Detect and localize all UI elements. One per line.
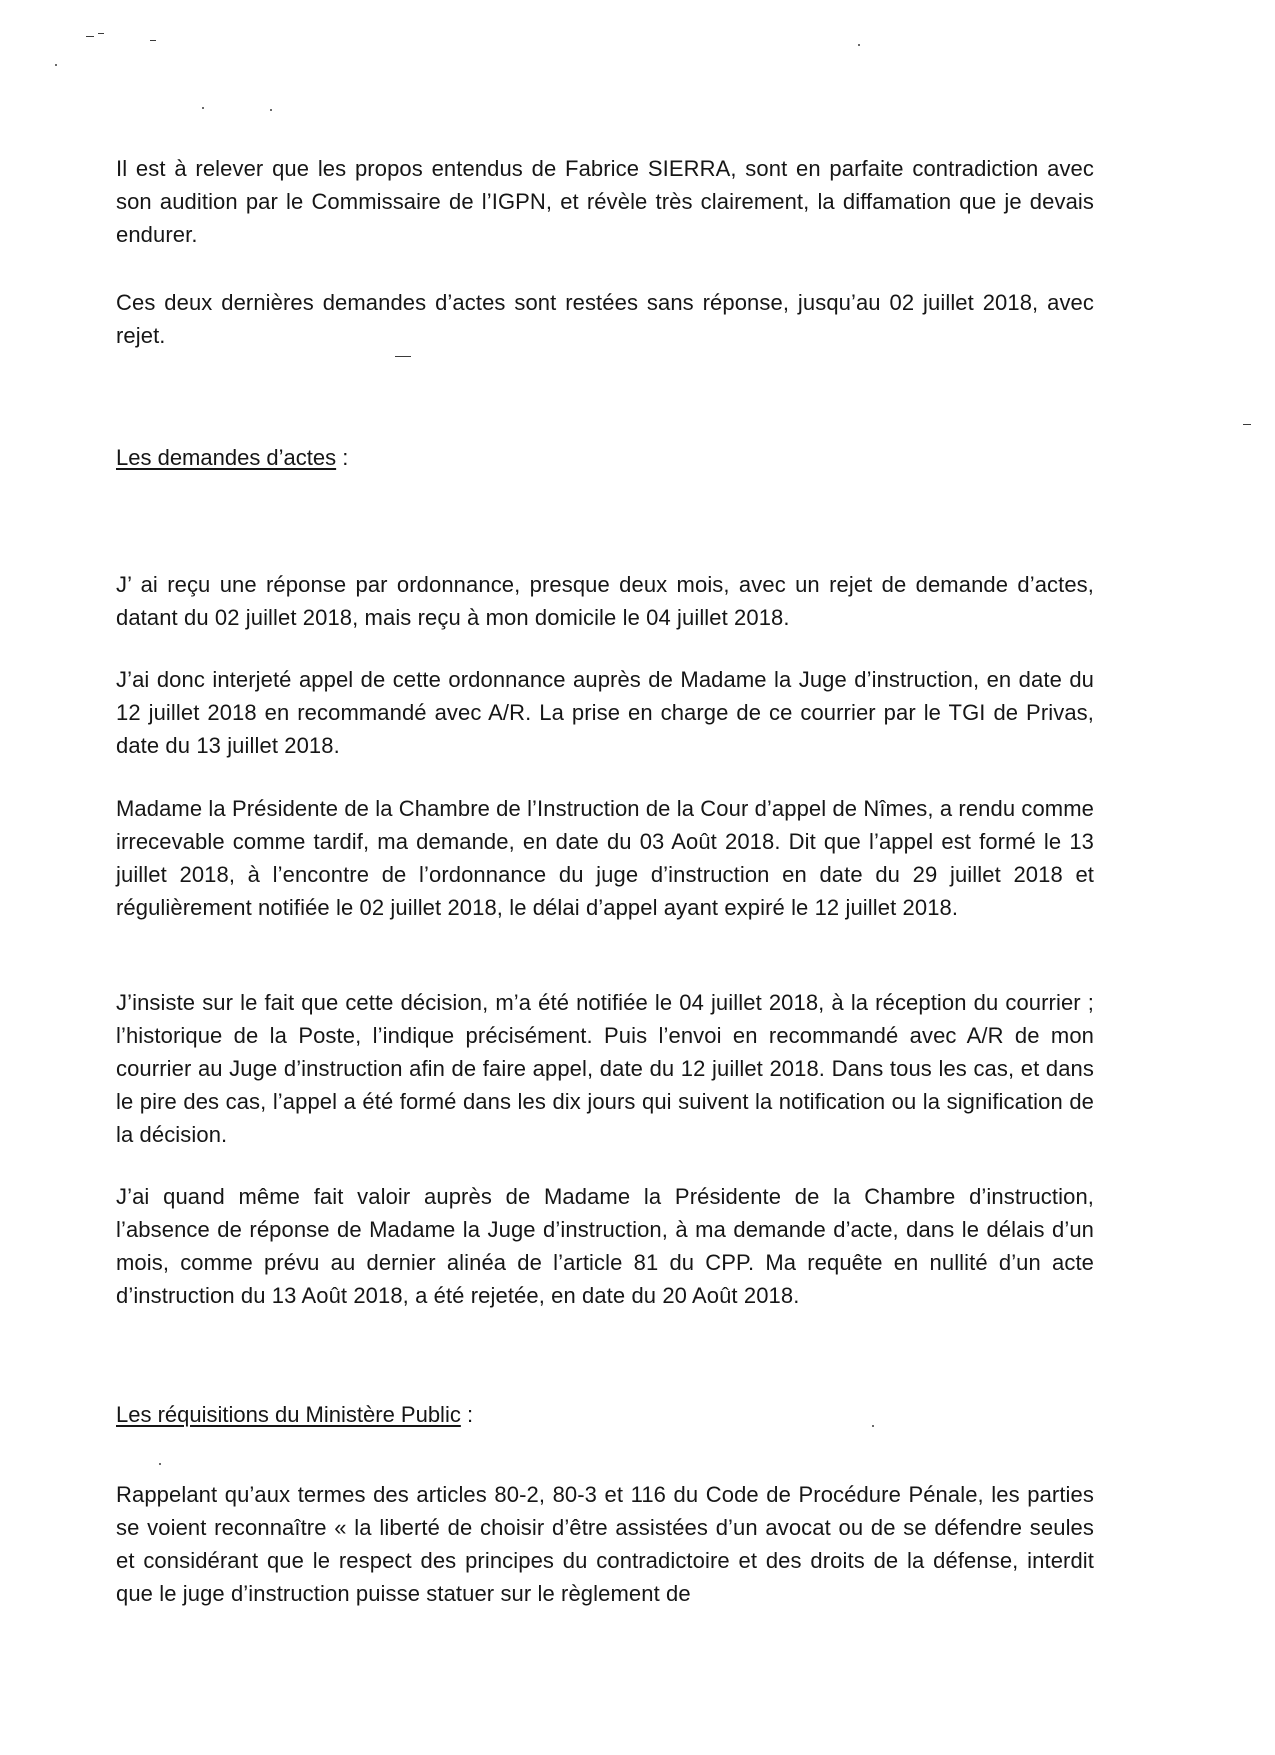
scan-mark	[395, 356, 411, 357]
scan-mark	[159, 1463, 161, 1465]
scan-mark	[1243, 424, 1251, 425]
scan-mark	[202, 107, 204, 109]
scan-mark	[86, 36, 94, 37]
scan-mark	[858, 44, 860, 46]
paragraph-7: J’ai quand même fait valoir auprès de Madame la Présidente de la Chambre d’instruction, l’absence de réponse de Madame la Juge d’instruction, à ma demande d’acte, dans le délais d’un mois, comme prévu au dernier alinéa de l’article 81 du CPP. Ma requête en nullité d’un acte d’instruction du 13 Août 2018, a été rejetée, en date du 20 Août 2018.	[116, 1184, 1094, 1308]
paragraph-5: Madame la Présidente de la Chambre de l’Instruction de la Cour d’appel de Nîmes, a rendu comme irrecevable comme tardif, ma demande, en date du 03 Août 2018. Dit que l’appel est formé le 13 juillet 2018, à l’encontre de l’ordonnance du juge d’instruction en date du 29 juillet 2018 et régulièrement notifiée le 02 juillet 2018, le délai d’appel ayant expiré le 12 juillet 2018.	[116, 796, 1094, 920]
paragraph-1: Il est à relever que les propos entendus de Fabrice SIERRA, sont en parfaite contradiction avec son audition par le Commissaire de l’IGPN, et révèle très clairement, la diffamation que je devais endurer.	[116, 156, 1094, 247]
heading-suffix: :	[336, 445, 349, 470]
scan-mark	[872, 1425, 874, 1427]
scan-mark	[270, 109, 272, 111]
paragraph-6: J’insiste sur le fait que cette décision, m’a été notifiée le 04 juillet 2018, à la réception du courrier ; l’historique de la Poste, l’indique précisément. Puis l’envoi en recommandé avec A/R de mon courrier au Juge d’instruction afin de faire appel, date du 12 juillet 2018. Dans tous les cas, et dans le pire des cas, l’appel a été formé dans les dix jours qui suivent la notification ou la signification de la décision.	[116, 990, 1094, 1147]
heading-suffix: :	[460, 1402, 474, 1427]
section-heading-demandes	[116, 441, 348, 474]
scan-mark	[98, 33, 104, 34]
section-heading-demandes-text: Les demandes d’actes	[116, 445, 337, 470]
scan-mark	[55, 64, 57, 66]
scan-mark	[150, 40, 156, 41]
paragraph-3: J’ ai reçu une réponse par ordonnance, presque deux mois, avec un rejet de demande d’actes, datant du 02 juillet 2018, mais reçu à mon domicile le 04 juillet 2018.	[116, 572, 1094, 630]
section-heading-requisitions-text: Les réquisitions du Ministère Public	[116, 1402, 461, 1427]
paragraph-8: Rappelant qu’aux termes des articles 80-2, 80-3 et 116 du Code de Procédure Pénale, les parties se voient reconnaître « la liberté de choisir d’être assistées d’un avocat ou de se défendre seules et considérant que le respect des principes du contradictoire et des droits de la défense, interdit que le juge d’instruction puisse statuer sur le règlement de	[116, 1482, 1094, 1606]
paragraph-4: J’ai donc interjeté appel de cette ordonnance auprès de Madame la Juge d’instruction, en date du 12 juillet 2018 en recommandé avec A/R. La prise en charge de ce courrier par le TGI de Privas, date du 13 juillet 2018.	[116, 667, 1094, 758]
section-heading-requisitions	[116, 1398, 473, 1431]
paragraph-2: Ces deux dernières demandes d’actes sont restées sans réponse, jusqu’au 02 juillet 2018, avec rejet.	[116, 290, 1094, 348]
